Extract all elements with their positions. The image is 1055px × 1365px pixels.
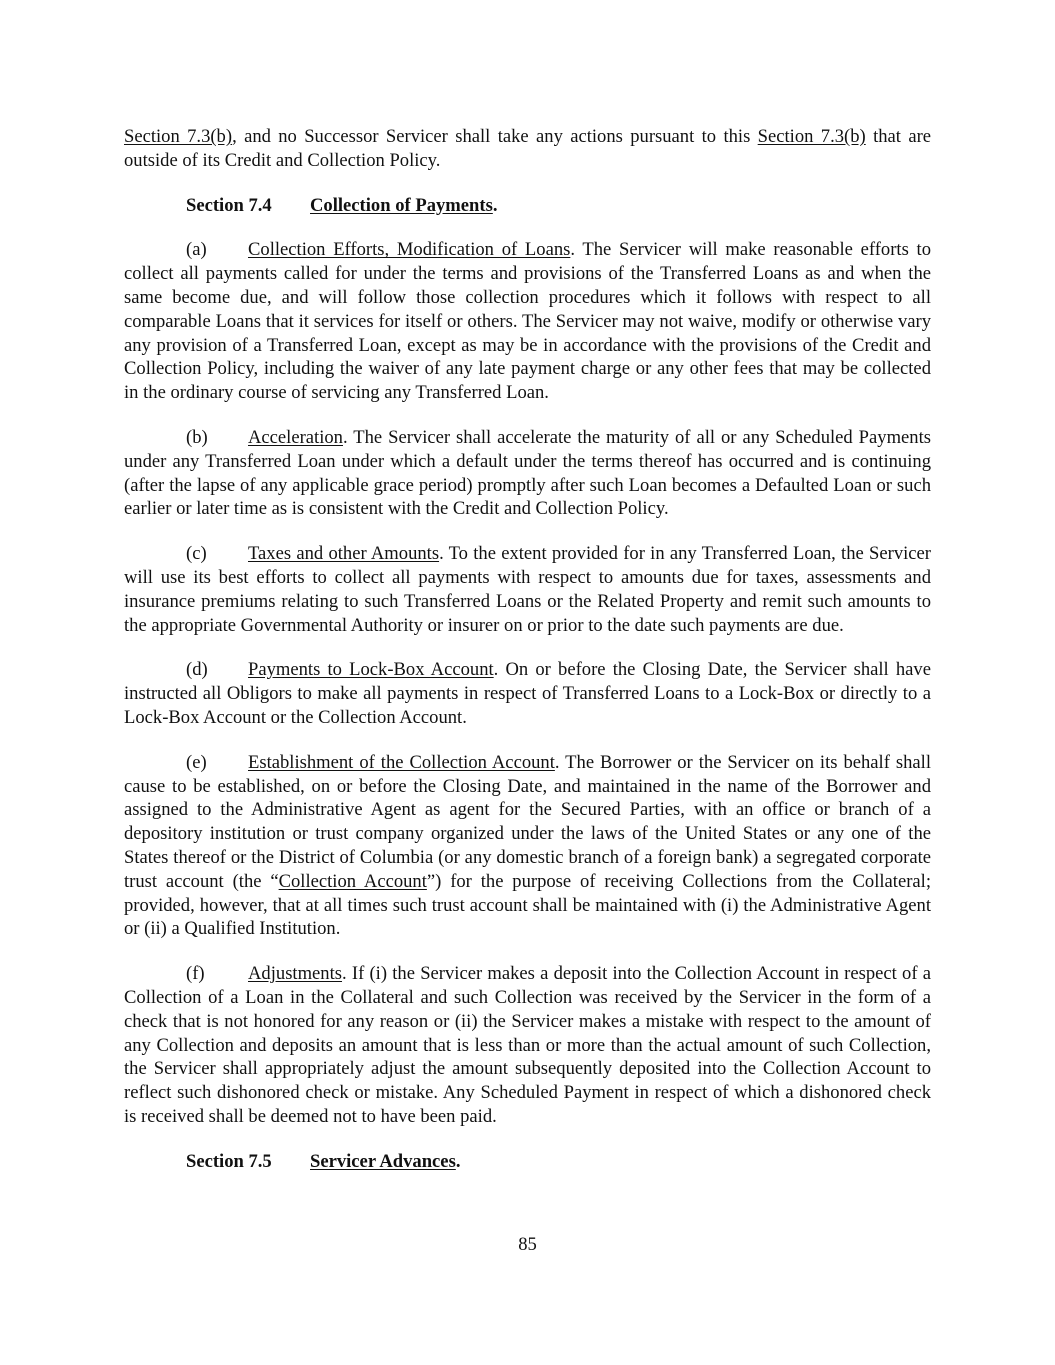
defined-term: Collection Account (278, 870, 427, 892)
subsection-body: . If (i) the Servicer makes a deposit into the Collection Account in respect of a Collection of a Loan in the Collateral and such Collection was received by the Servicer in the form of a check that is not honored for any reason or (ii) the Servicer makes a mistake with respect to the amount of any Collection and deposits an amount that is less than or more than the actual amount of such Collection, the Servicer shall appropriately adjust the amount subsequently deposited into the Collection Account to reflect such dishonored check or mistake. Any Scheduled Payment in respect of which a dishonored check is received shall be deemed not to have been paid. (124, 963, 931, 1127)
subsection-label: (b) (186, 426, 208, 448)
subsection-body: . To the extent provided for in any Transferred Loan, the Servicer will use its best efforts to collect all payments with respect to amounts due for taxes, assessments and insurance premiums relating to such Transferred Loans or the Related Property and remit such amounts to the appropriate Governmental Authority or insurer on or prior to the date such payments are due. (124, 543, 931, 636)
subsection-label: (f) (186, 963, 205, 985)
subsection-f (124, 962, 931, 1129)
subsection-title: Payments to Lock-Box Account (248, 659, 494, 681)
section-ref: Section 7.3(b) (757, 126, 866, 147)
section-title-end: . (455, 1150, 461, 1172)
section-heading-7-5 (124, 1150, 931, 1174)
subsection-body: . The Servicer will make reasonable efforts to collect all payments called for under the terms and provisions of the Transferred Loans as and when the same become due, and will follow those collection procedures which it follows with respect to all comparable Loans that it services for itself or others. The Servicer may not waive, modify or otherwise vary any provision of a Transferred Loan, except as may be in accordance with the provisions of the Credit and Collection Policy, including the waiver of any late payment charge or any other fees that may be collected in the ordinary course of servicing any Transferred Loan. (124, 239, 932, 404)
section-heading-7-4 (124, 194, 931, 218)
section-number: Section 7.5 (186, 1150, 272, 1172)
subsection-a (124, 238, 931, 405)
subsection-body: ”) for the purpose of receiving Collections from the Collateral; provided, however, that at all times such trust account shall be maintained with (i) the Administrative Agent or (ii) a Qualified Institution. (124, 870, 931, 940)
subsection-title: Taxes and other Amounts (248, 543, 440, 565)
subsection-e (124, 751, 931, 941)
subsection-d (124, 658, 931, 729)
subsection-title: Collection Efforts, Modification of Loans (248, 239, 571, 261)
document-page (124, 125, 931, 1194)
subsection-label: (d) (186, 659, 208, 681)
subsection-title: Acceleration (248, 426, 343, 448)
subsection-title: Establishment of the Collection Account (248, 751, 555, 773)
subsection-body: . On or before the Closing Date, the Servicer shall have instructed all Obligors to make all payments in respect of Transferred Loans to a Lock-Box or directly to a Lock-Box Account or the Collection Account. (124, 659, 931, 728)
intro-text: that are outside of its Credit and Collection Policy. (124, 126, 932, 171)
section-title: Collection of Payments (310, 194, 493, 216)
subsection-c (124, 542, 931, 637)
intro-paragraph (124, 125, 931, 173)
subsection-label: (a) (186, 239, 207, 261)
section-number: Section 7.4 (186, 194, 272, 216)
intro-text: , and no Successor Servicer shall take any actions pursuant to this (232, 126, 758, 147)
subsection-title: Adjustments (248, 963, 343, 985)
subsection-label: (e) (186, 751, 207, 773)
section-ref: Section 7.3(b) (124, 126, 233, 147)
subsection-body: . The Borrower or the Servicer on its behalf shall cause to be established, on or before the Closing Date, and maintained in the name of the Borrower and assigned to the Administrative Agent as agent for the Secured Parties, with an office or branch of a depository institution or trust company organized under the laws of the United States or any one of the States thereof or the District of Columbia (or any domestic branch of a foreign bank) a segregated corporate trust account (the “ (124, 751, 931, 892)
subsection-b (124, 426, 931, 521)
page-number: 85 (518, 1234, 537, 1255)
subsection-body: . The Servicer shall accelerate the maturity of all or any Scheduled Payments under any Transferred Loan under which a default under the terms thereof has occurred and is continuing (after the lapse of any applicable grace period) promptly after such Loan becomes a Defaulted Loan or such earlier or later time as is consistent with the Credit and Collection Policy. (124, 426, 931, 520)
section-title-end: . (492, 194, 498, 216)
section-title: Servicer Advances (310, 1150, 456, 1172)
subsection-label: (c) (186, 543, 207, 565)
